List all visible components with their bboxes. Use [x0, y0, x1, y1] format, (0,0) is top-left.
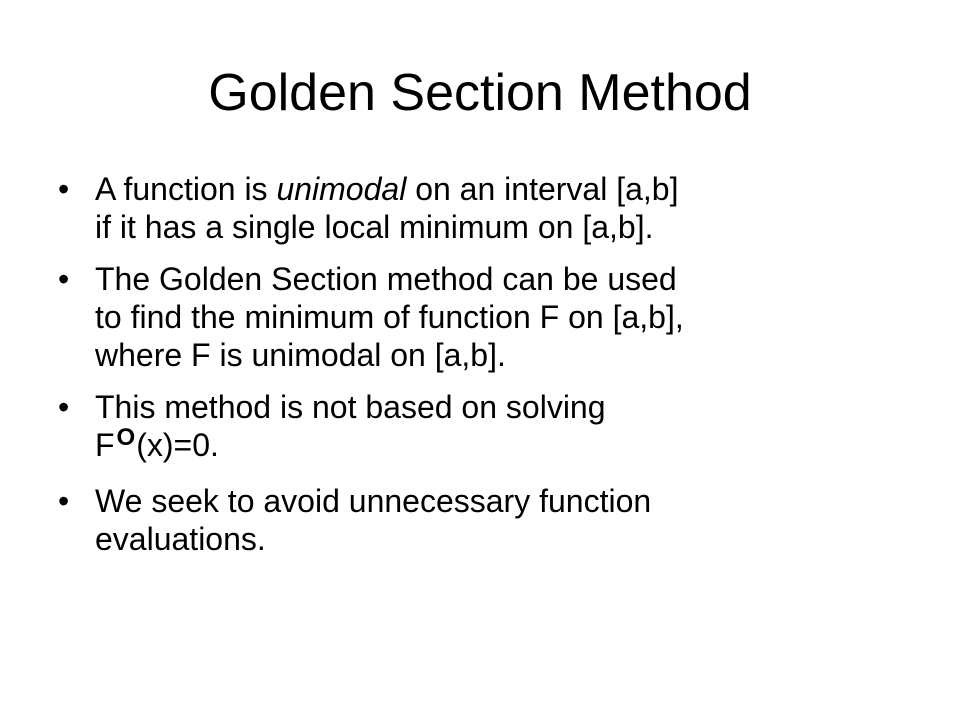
bullet-item-avoid-evaluations — [58, 482, 928, 558]
bullet-line: if it has a single local minimum on [a,b]. — [95, 209, 654, 245]
derivative-superscript: O — [116, 424, 136, 451]
bullet-italic-text: unimodal — [276, 171, 407, 207]
bullet-dot-icon: • — [58, 483, 70, 519]
bullet-line — [95, 170, 928, 208]
bullet-line: We seek to avoid unnecessary function — [95, 483, 652, 519]
function-symbol: F — [95, 427, 115, 463]
bullet-list — [58, 170, 928, 572]
slide-title: Golden Section Method — [208, 64, 752, 122]
bullet-line: The Golden Section method can be used — [95, 261, 677, 297]
bullet-line: to find the minimum of function F on [a,b], — [95, 299, 684, 335]
bullet-item-not-derivative-based — [58, 388, 928, 468]
bullet-dot-icon: • — [58, 389, 70, 425]
bullet-line: where F is unimodal on [a,b]. — [95, 337, 506, 373]
bullet-item-method-usage — [58, 260, 928, 374]
bullet-text: A function is — [95, 171, 277, 207]
bullet-dot-icon: • — [58, 171, 70, 207]
bullet-line: This method is not based on solving — [95, 389, 606, 425]
bullet-item-unimodal-definition — [58, 170, 928, 246]
bullet-line — [95, 426, 928, 468]
equation-text: (x)=0. — [136, 427, 219, 463]
bullet-dot-icon: • — [58, 261, 70, 297]
bullet-line: evaluations. — [95, 521, 266, 557]
bullet-text: on an interval [a,b] — [406, 171, 679, 207]
